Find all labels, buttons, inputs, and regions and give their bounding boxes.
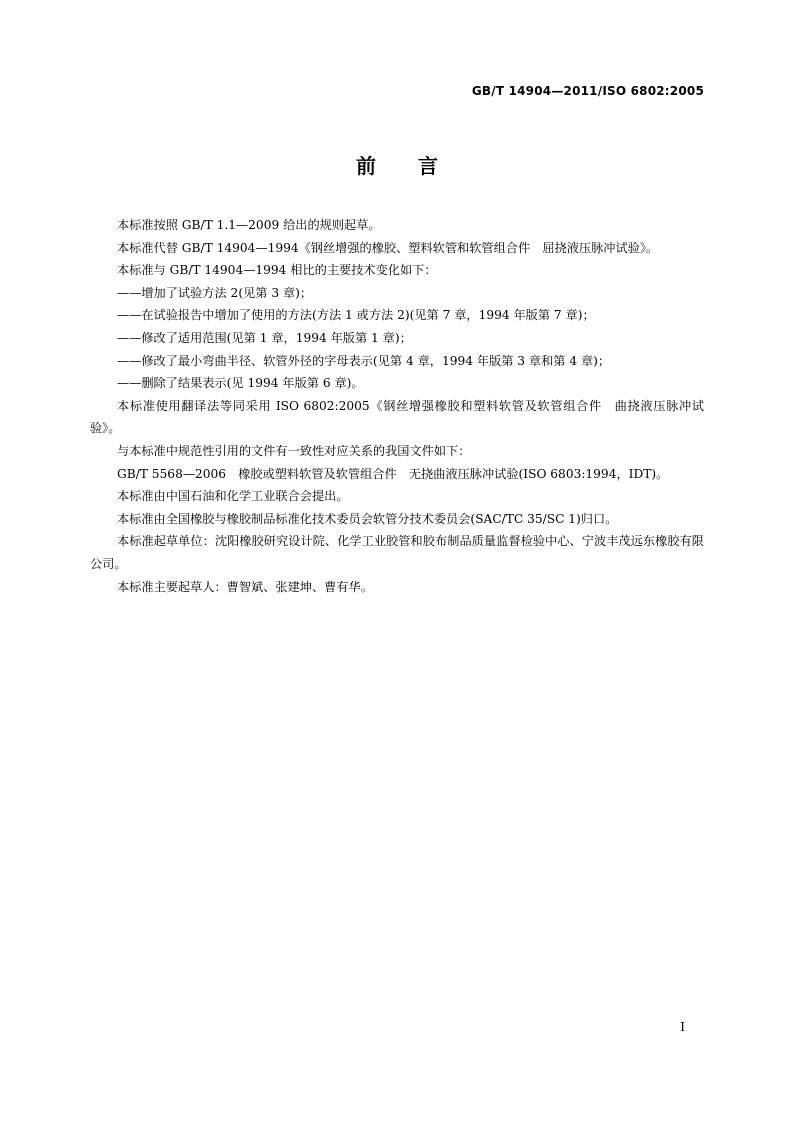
paragraph-correspondence-intro: 与本标准中规范性引用的文件有一致性对应关系的我国文件如下： <box>117 443 471 458</box>
paragraph-proposed-by: 本标准由中国石油和化学工业联合会提出。 <box>117 489 349 504</box>
change-item: ——修改了最小弯曲半径、软管外径的字母表示(见第 4 章，1994 年版第 3 章和第 4 章)； <box>117 353 611 368</box>
paragraph-corresponding-document: GB/T 5568—2006 橡胶或塑料软管及软管组合件 无挠曲液压脉冲试验(ISO 6803:1994，IDT)。 <box>117 466 669 481</box>
change-item: ——删除了结果表示(见 1994 年版第 6 章)。 <box>117 376 364 391</box>
page-title: 前言 <box>356 154 480 178</box>
standard-number-header: GB/T 14904—2011/ISO 6802:2005 <box>471 84 704 98</box>
paragraph-drafting-units: 本标准起草单位：沈阳橡胶研究设计院、化学工业胶管和胶布制品质量监督检验中心、宁波丰茂远东橡胶有限公司。 <box>90 534 704 571</box>
paragraph-changes-intro: 本标准与 GB/T 14904—1994 相比的主要技术变化如下： <box>117 263 437 278</box>
change-item: ——增加了试验方法 2(见第 3 章)； <box>117 285 313 300</box>
paragraph-managed-by: 本标准由全国橡胶与橡胶制品标准化技术委员会软管分技术委员会(SAC/TC 35/SC 1)归口。 <box>117 511 618 526</box>
change-item: ——在试验报告中增加了使用的方法(方法 1 或方法 2)(见第 7 章，1994 年版第 7 章)； <box>117 308 595 323</box>
change-item: ——修改了适用范围(见第 1 章，1994 年版第 1 章)； <box>117 330 412 345</box>
paragraph-drafting-rules: 本标准按照 GB/T 1.1—2009 给出的规则起草。 <box>117 218 381 232</box>
paragraph-drafters: 本标准主要起草人：曹智斌、张建坤、曹有华。 <box>117 579 373 594</box>
paragraph-adoption: 本标准使用翻译法等同采用 ISO 6802:2005《钢丝增强橡胶和塑料软管及软管组合件 曲挠液压脉冲试验》。 <box>90 398 704 436</box>
paragraph-replaces: 本标准代替 GB/T 14904—1994《钢丝增强的橡胶、塑料软管和软管组合件 屈挠液压脉冲试验》。 <box>117 240 659 255</box>
foreword-body <box>90 214 704 598</box>
page-number: I <box>680 1020 685 1034</box>
